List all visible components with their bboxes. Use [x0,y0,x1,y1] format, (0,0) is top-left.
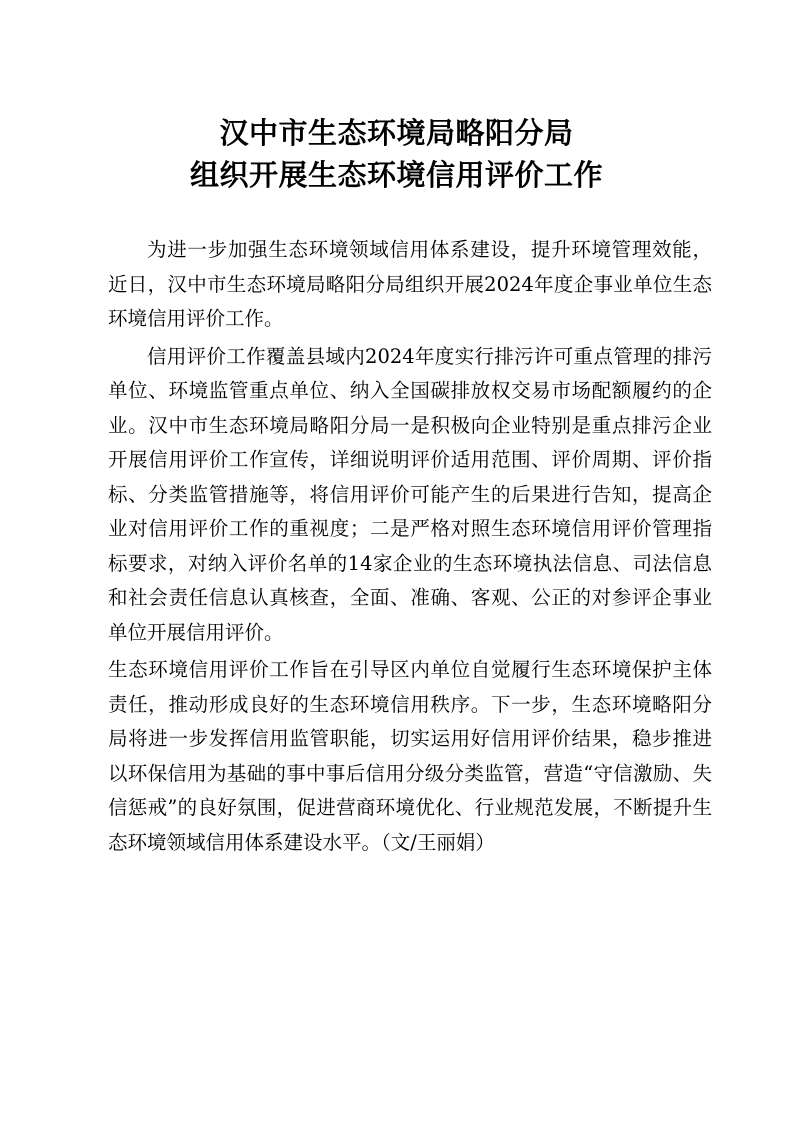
document-body [108,233,712,863]
paragraph-3: 生态环境信用评价工作旨在引导区内单位自觉履行生态环境保护主体责任，推动形成良好的生态环境信用秩序。下一步，生态环境略阳分局将进一步发挥信用监管职能，切实运用好信用评价结果，稳步推进以环保信用为基础的事中事后信用分级分类监管，营造“守信激励、失信惩戒”的良好氛围，促进营商环境优化、行业规范发展，不断提升生态环境领域信用体系建设水平。（文/王丽娟） [108,658,712,854]
document-title [0,112,793,196]
title-line-2: 组织开展生态环境信用评价工作 [189,158,603,192]
paragraph-2: 信用评价工作覆盖县域内2024年度实行排污许可重点管理的排污单位、环境监管重点单位、纳入全国碳排放权交易市场配额履约的企业。汉中市生态环境局略阳分局一是积极向企业特别是重点排污企业开展信用评价工作宣传，详细说明评价适用范围、评价周期、评价指标、分类监管措施等，将信用评价可能产生的后果进行告知，提高企业对信用评价工作的重视度；二是严格对照生态环境信用评价管理指标要求，对纳入评价名单的14家企业的生态环境执法信息、司法信息和社会责任信息认真核查，全面、准确、客观、公正的对参评企事业单位开展信用评价。 [108,344,712,644]
title-line-1: 汉中市生态环境局略阳分局 [219,116,574,150]
paragraph-1: 为进一步加强生态环境领域信用体系建设，提升环境管理效能，近日，汉中市生态环境局略阳分局组织开展2024年度企事业单位生态环境信用评价工作。 [108,238,712,330]
